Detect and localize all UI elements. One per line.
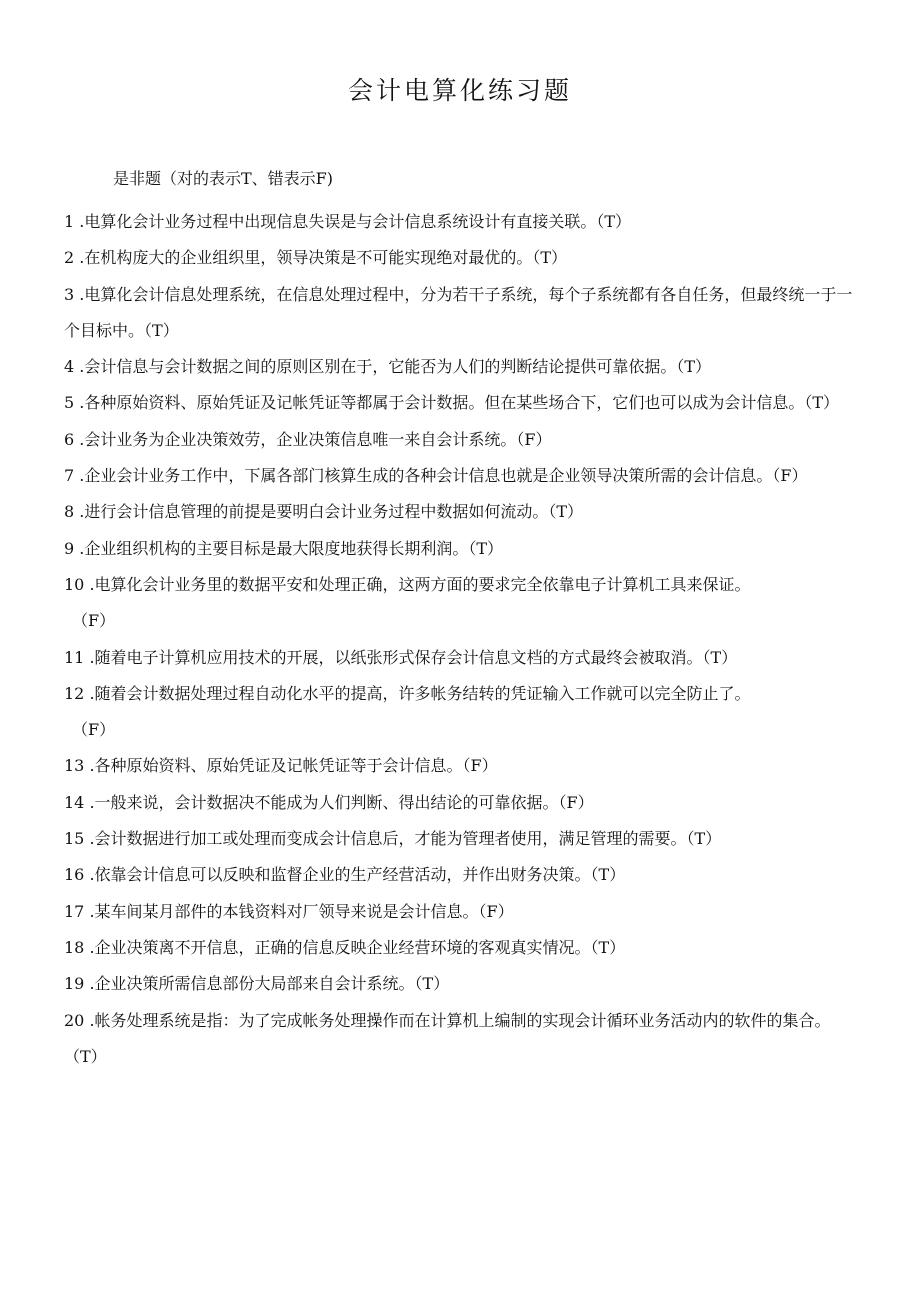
- question-number: 15: [64, 829, 85, 849]
- question-answer: （F）: [72, 611, 116, 631]
- question-number: 18: [64, 937, 85, 957]
- section-heading: 是非题（对的表示T、错表示F): [113, 169, 334, 188]
- question-answer: （T）: [532, 248, 568, 268]
- question-separator: .: [84, 865, 95, 885]
- question-answer: （F）: [478, 901, 514, 921]
- question-answer: （F）: [558, 792, 594, 812]
- question-item: [64, 494, 864, 530]
- question-answer: （T）: [590, 865, 626, 885]
- question-answer: （T）: [144, 320, 179, 340]
- question-separator: .: [84, 574, 95, 594]
- question-answer: （T）: [548, 502, 584, 522]
- document-title: 会计电算化练习题: [347, 76, 572, 105]
- question-number: 6: [64, 429, 75, 449]
- question-answer: （F）: [462, 756, 498, 776]
- question-item: [64, 567, 864, 640]
- question-number: 14: [64, 792, 85, 812]
- question-separator: .: [74, 538, 85, 558]
- question-number: 1: [64, 212, 75, 231]
- question-separator: .: [84, 829, 95, 849]
- question-item: [64, 748, 864, 784]
- question-text: 随着电子计算机应用技术的开展，以纸张形式保存会计信息文档的方式最终会被取消。: [94, 647, 703, 667]
- question-text: 电算化会计业务里的数据平安和处理正确，这两方面的要求完全依靠电子计算机工具来保证。: [94, 574, 751, 594]
- question-answer: （T）: [676, 357, 712, 377]
- question-answer: （T）: [804, 393, 840, 413]
- question-item: [64, 240, 864, 276]
- question-item: [64, 531, 864, 567]
- question-separator: .: [74, 284, 85, 304]
- question-separator: .: [84, 647, 95, 667]
- question-separator: .: [84, 901, 95, 921]
- question-item: [64, 785, 864, 821]
- question-item: [64, 894, 864, 930]
- question-number: 7: [64, 466, 75, 486]
- question-number: 16: [64, 865, 85, 885]
- question-item: [64, 821, 864, 857]
- question-separator: .: [84, 756, 95, 776]
- question-text: 会计数据进行加工或处理而变成会计信息后，才能为管理者使用，满足管理的需要。: [94, 829, 687, 849]
- question-answer: （F）: [72, 720, 116, 740]
- question-text: 企业组织机构的主要目标是最大限度地获得长期利润。: [84, 538, 469, 558]
- question-separator: .: [84, 937, 95, 957]
- question-item: [64, 930, 864, 966]
- question-item: [64, 857, 864, 893]
- question-text: 随着会计数据处理过程自动化水平的提高，许多帐务结转的凭证输入工作就可以完全防止了。: [94, 683, 751, 703]
- question-answer: （T）: [596, 212, 632, 231]
- question-text: 一般来说，会计数据决不能成为人们判断、得出结论的可靠依据。: [94, 792, 559, 812]
- question-text: 企业会计业务工作中，下属各部门核算生成的各种会计信息也就是企业领导决策所需的会计信息。: [84, 466, 773, 486]
- question-separator: .: [74, 429, 85, 449]
- question-separator: .: [84, 974, 95, 994]
- question-separator: .: [74, 212, 85, 231]
- question-answer: （T）: [686, 829, 722, 849]
- question-answer: （F）: [516, 429, 552, 449]
- question-separator: .: [84, 792, 95, 812]
- question-answer: （T）: [64, 1046, 107, 1066]
- question-text: 某车间某月部件的本钱资料对厂领导来说是会计信息。: [94, 901, 479, 921]
- question-number: 2: [64, 248, 75, 268]
- question-answer: （F）: [772, 466, 808, 486]
- question-answer: （T）: [590, 937, 626, 957]
- question-text: 会计业务为企业决策效劳，企业决策信息唯一来自会计系统。: [84, 429, 517, 449]
- question-text: 企业决策所需信息部份大局部来自会计系统。: [94, 974, 415, 994]
- question-number: 8: [64, 502, 75, 522]
- question-text: 依靠会计信息可以反映和监督企业的生产经营活动，并作出财务决策。: [94, 865, 591, 885]
- question-number: 3: [64, 284, 75, 304]
- question-item: [64, 422, 864, 458]
- question-item: [64, 1003, 864, 1076]
- question-number: 5: [64, 393, 75, 413]
- question-separator: .: [74, 248, 85, 268]
- question-text: 进行会计信息管理的前提是要明白会计业务过程中数据如何流动。: [84, 502, 549, 522]
- question-text: 各种原始资料、原始凭证及记帐凭证等都属于会计数据。但在某些场合下，它们也可以成为会计信息。: [84, 393, 805, 413]
- question-number: 4: [64, 357, 75, 377]
- question-item: [64, 277, 864, 350]
- question-item: [64, 966, 864, 1002]
- question-item: [64, 640, 864, 676]
- question-item: [64, 385, 864, 421]
- question-number: 12: [64, 683, 85, 703]
- question-number: 9: [64, 538, 75, 558]
- question-list: [64, 204, 864, 1075]
- question-separator: .: [74, 502, 85, 522]
- question-separator: .: [74, 466, 85, 486]
- question-answer: （T）: [414, 974, 450, 994]
- question-text: 各种原始资料、原始凭证及记帐凭证等于会计信息。: [94, 756, 463, 776]
- question-answer: （T）: [702, 647, 738, 667]
- question-number: 17: [64, 901, 85, 921]
- question-number: 13: [64, 756, 85, 776]
- question-text: 企业决策离不开信息，正确的信息反映企业经营环境的客观真实情况。: [94, 937, 591, 957]
- question-number: 20: [64, 1010, 85, 1030]
- question-text: 在机构庞大的企业组织里，领导决策是不可能实现绝对最优的。: [84, 248, 533, 268]
- question-item: [64, 676, 864, 749]
- question-number: 19: [64, 974, 85, 994]
- question-separator: .: [74, 393, 85, 413]
- question-text: 电算化会计信息处理系统，在信息处理过程中，分为若干子系统，每个子系统都有各自任务，但最终统一于一个目标中。: [64, 284, 853, 340]
- question-text: 电算化会计业务过程中出现信息失误是与会计信息系统设计有直接关联。: [84, 212, 597, 231]
- question-separator: .: [74, 357, 85, 377]
- question-item: [64, 204, 864, 240]
- question-item: [64, 349, 864, 385]
- question-separator: .: [84, 1010, 95, 1030]
- question-item: [64, 458, 864, 494]
- question-separator: .: [84, 683, 95, 703]
- question-text: 会计信息与会计数据之间的原则区别在于，它能否为人们的判断结论提供可靠依据。: [84, 357, 677, 377]
- question-number: 10: [64, 574, 85, 594]
- question-answer: （T）: [468, 538, 504, 558]
- question-number: 11: [64, 647, 85, 667]
- question-text: 帐务处理系统是指：为了完成帐务处理操作而在计算机上编制的实现会计循环业务活动内的软件的集合。: [94, 1010, 831, 1030]
